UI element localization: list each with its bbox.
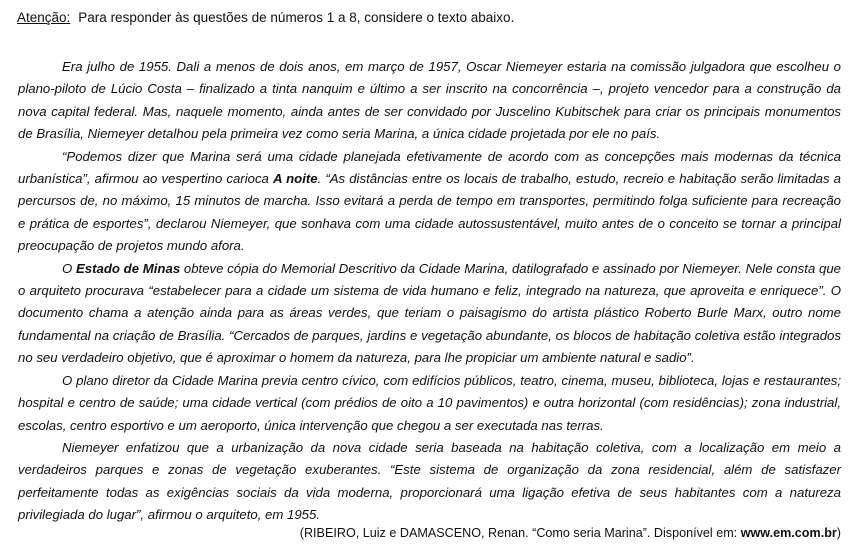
paragraph-2-part-a: “Podemos dizer que Marina será uma cidade planejada efetivamente de acordo com as concepções mais modernas da técnica urbanística”, afirmou ao vespertino carioca — [18, 148, 841, 187]
paragraph-2 — [18, 146, 841, 258]
instruction-header — [17, 8, 514, 28]
source-citation — [300, 524, 841, 542]
newspaper-name-estado-de-minas: Estado de Minas — [75, 260, 181, 276]
newspaper-name-a-noite: A noite — [272, 171, 318, 187]
paragraph-2-part-b: . “As distâncias entre os locais de trabalho, estudo, recreio e habitação serão limitadas a percursos de, no máximo, 15 minutos de marcha. Isso evitará a perda de tempo em transportes, permitindo folga suficiente para recreação e prática de esportes”, declarou Niemeyer, que sonhava com uma cidade autossustentável, muito antes de o conceito se tornar a principal preocupação de projetos mundo afora. — [18, 171, 841, 254]
citation-text: (RIBEIRO, Luiz e DAMASCENO, Renan. “Como seria Marina”. Disponível em: — [299, 526, 741, 540]
paragraph-5: Niemeyer enfatizou que a urbanização da nova cidade seria baseada na habitação coletiva, com a localização em meio a verdadeiros parques e zonas de vegetação exuberantes. “Este sistema de organização da zona residencial, além de satisfazer perfeitamente todas as exigências sociais da vida moderna, proporcionará uma ligação efetiva de seus habitantes com a natureza privilegiada do lugar”, afirmou o arquiteto, em 1955. — [18, 439, 841, 523]
citation-close: ) — [836, 526, 841, 540]
paragraph-1: Era julho de 1955. Dali a menos de dois anos, em março de 1957, Oscar Niemeyer estaria na comissão julgadora que escolheu o plano-piloto de Lúcio Costa – finalizado a tinta nanquim e último a ser inscrito na concorrência –, projeto vencedor para a construção da nova capital federal. Mas, naquele momento, ainda antes de ser convidado por Juscelino Kubitschek para criar os principais monumentos de Brasília, Niemeyer detalhou pela primeira vez como seria Marina, a única cidade projetada por ele no país. — [18, 59, 841, 142]
citation-url: www.em.com.br — [740, 526, 837, 540]
article-text — [18, 56, 841, 527]
paragraph-3-part-b: obteve cópia do Memorial Descritivo da Cidade Marina, datilografado e assinado por Niemeyer. Nele consta que o arquiteto procurava “estabelecer para a cidade um sistema de vida humano e feliz, integrado na natureza, que aproveita e enriquece”. O documento chama a atenção ainda para as áreas verdes, que teriam o paisagismo do artista plástico Roberto Burle Marx, outro nome fundamental na criação de Brasília. “Cercados de parques, jardins e vegetação abundante, os blocos de habitação coletiva estão integrados no seu verdadeiro objetivo, que é aproximar o homem da natureza, para lhe propiciar um ambiente natural e sadio”. — [18, 260, 841, 366]
instruction-text: Para responder às questões de números 1 a 8, considere o texto abaixo. — [78, 10, 515, 25]
paragraph-3-part-a: O — [62, 260, 76, 276]
paragraph-3 — [18, 258, 841, 370]
paragraph-4: O plano diretor da Cidade Marina previa centro cívico, com edifícios públicos, teatro, cinema, museu, biblioteca, lojas e restaurantes; hospital e centro de saúde; uma cidade vertical (com prédios de oito a 10 pavimentos) e outra horizontal (com residências); zona industrial, escolas, centro esportivo e um aeroporto, única intervenção que chegou a ser executada nas terras. — [18, 372, 841, 433]
attention-label: Atenção: — [17, 10, 71, 25]
